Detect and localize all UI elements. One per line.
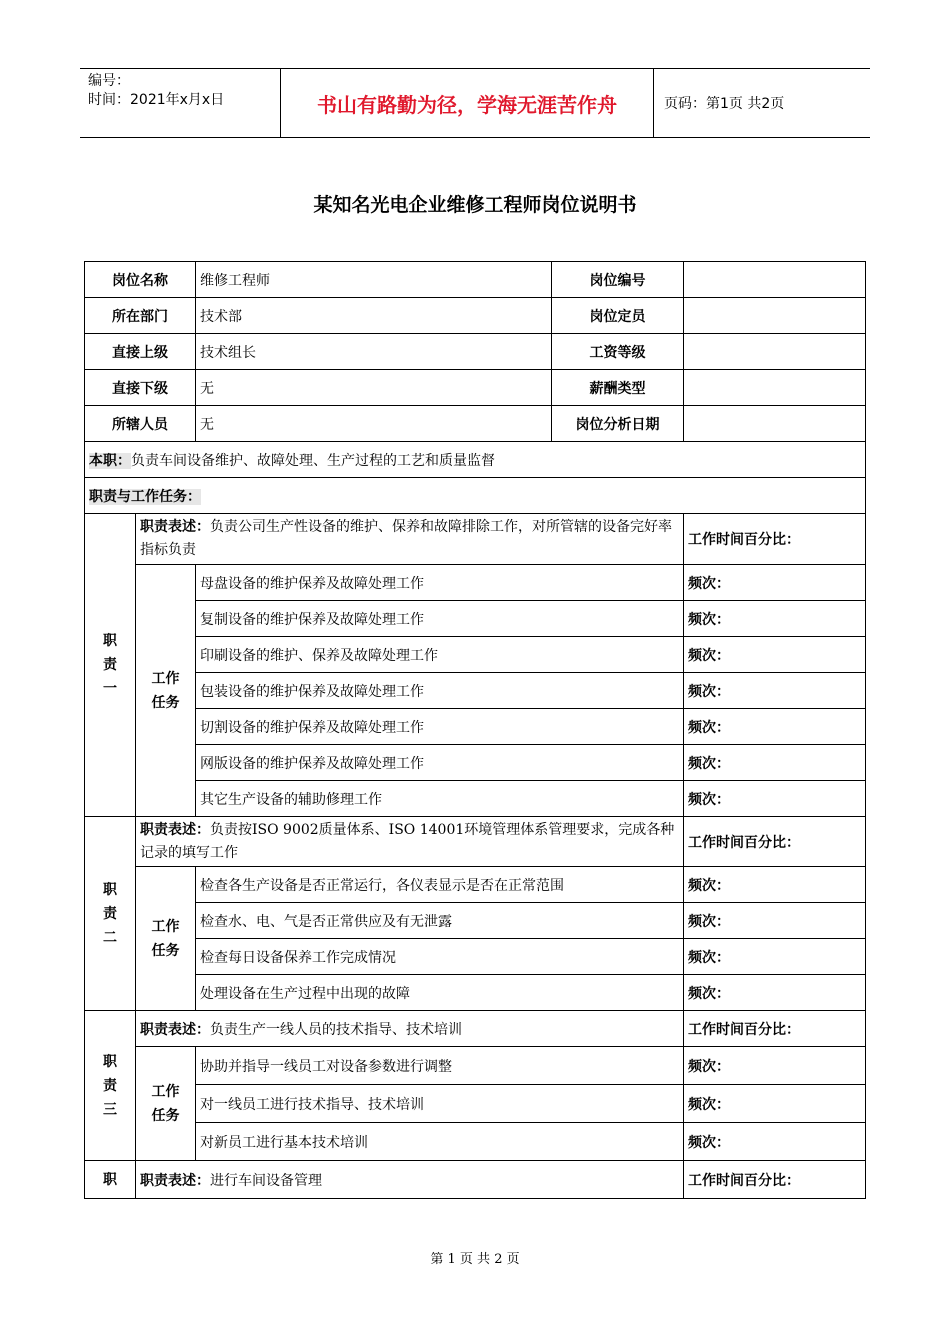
task-row [85,939,866,975]
percent-label: 工作时间百分比： [684,1161,866,1199]
info-label: 岗位编号 [552,262,684,298]
header-left [80,69,280,137]
task-item: 协助并指导一线员工对设备参数进行调整 [196,1047,684,1085]
task-row [85,745,866,781]
task-row [85,975,866,1011]
info-row [85,298,866,334]
info-label: 岗位分析日期 [552,406,684,442]
tasks-header-row [85,478,866,514]
frequency-label: 频次： [684,975,866,1011]
info-row [85,406,866,442]
info-value: 无 [196,370,552,406]
duty-statement-row [85,817,866,867]
main-duty-row [85,442,866,478]
page-title: 某知名光电企业维修工程师岗位说明书 [313,194,637,216]
task-label: 工作 任务 [136,867,196,1011]
info-label: 岗位定员 [552,298,684,334]
task-row [85,903,866,939]
main-duty-label: 本职： [89,452,131,469]
duty-statement: 职责表述：负责公司生产性设备的维护、保养和故障排除工作，对所管辖的设备完好率指标负责 [136,514,684,565]
task-label: 工作 任务 [136,565,196,817]
info-label: 岗位名称 [85,262,196,298]
info-row [85,262,866,298]
info-row [85,370,866,406]
task-row [85,1085,866,1123]
task-item: 对一线员工进行技术指导、技术培训 [196,1085,684,1123]
task-row [85,601,866,637]
frequency-label: 频次： [684,1085,866,1123]
info-label: 直接下级 [85,370,196,406]
task-row [85,673,866,709]
info-value: 无 [196,406,552,442]
info-value [684,298,866,334]
frequency-label: 频次： [684,565,866,601]
info-value [684,406,866,442]
duty-label: 职 责 三 [85,1011,136,1161]
info-label: 所辖人员 [85,406,196,442]
duty-statement: 职责表述：负责生产一线人员的技术指导、技术培训 [136,1011,684,1047]
frequency-label: 频次： [684,781,866,817]
task-item: 检查各生产设备是否正常运行，各仪表显示是否在正常范围 [196,867,684,903]
main-duty-cell [85,442,866,478]
task-item: 检查每日设备保养工作完成情况 [196,939,684,975]
task-row [85,709,866,745]
percent-label: 工作时间百分比： [684,514,866,565]
duty-statement-row [85,1161,866,1199]
percent-label: 工作时间百分比： [684,817,866,867]
frequency-label: 频次： [684,745,866,781]
tasks-header-cell [85,478,866,514]
page-footer: 第 1 页 共 2 页 [430,1252,520,1267]
motto: 书山有路勤为径，学海无涯苦作舟 [280,69,654,137]
task-item: 切割设备的维护保养及故障处理工作 [196,709,684,745]
duty-statement-row [85,1011,866,1047]
info-label: 工资等级 [552,334,684,370]
task-item: 处理设备在生产过程中出现的故障 [196,975,684,1011]
info-label: 薪酬类型 [552,370,684,406]
duty-statement-row [85,514,866,565]
frequency-label: 频次： [684,637,866,673]
frequency-label: 频次： [684,673,866,709]
duty-label: 职 责 二 [85,817,136,1011]
info-value: 维修工程师 [196,262,552,298]
task-row [85,1123,866,1161]
main-duty-text: 负责车间设备维护、故障处理、生产过程的工艺和质量监督 [131,452,495,469]
info-value [684,262,866,298]
info-label: 直接上级 [85,334,196,370]
task-item: 复制设备的维护保养及故障处理工作 [196,601,684,637]
page-label: 页码：第1页 共2页 [664,96,785,112]
task-row [85,867,866,903]
duty-label: 职 责 一 [85,514,136,817]
job-description-table [84,261,866,1199]
frequency-label: 频次： [684,867,866,903]
percent-label: 工作时间百分比： [684,1011,866,1047]
task-item: 包装设备的维护保养及故障处理工作 [196,673,684,709]
info-value: 技术部 [196,298,552,334]
task-row [85,637,866,673]
frequency-label: 频次： [684,903,866,939]
frequency-label: 频次： [684,1123,866,1161]
task-item: 对新员工进行基本技术培训 [196,1123,684,1161]
duty-statement: 职责表述：负责按ISO 9002质量体系、ISO 14001环境管理体系管理要求，完成各种记录的填写工作 [136,817,684,867]
task-item: 网版设备的维护保养及故障处理工作 [196,745,684,781]
info-label: 所在部门 [85,298,196,334]
frequency-label: 频次： [684,709,866,745]
info-value [684,334,866,370]
time-label: 时间：2021年x月x日 [88,92,225,108]
frequency-label: 频次： [684,601,866,637]
number-label: 编号： [88,73,130,89]
info-row [85,334,866,370]
duty-label: 职 [85,1161,136,1199]
task-row [85,565,866,601]
task-row [85,781,866,817]
task-item: 母盘设备的维护保养及故障处理工作 [196,565,684,601]
task-row [85,1047,866,1085]
duty-statement: 职责表述：进行车间设备管理 [136,1161,684,1199]
page-header [80,68,870,138]
info-value: 技术组长 [196,334,552,370]
frequency-label: 频次： [684,939,866,975]
task-item: 其它生产设备的辅助修理工作 [196,781,684,817]
task-label: 工作 任务 [136,1047,196,1161]
task-item: 印刷设备的维护、保养及故障处理工作 [196,637,684,673]
task-item: 检查水、电、气是否正常供应及有无泄露 [196,903,684,939]
info-value [684,370,866,406]
frequency-label: 频次： [684,1047,866,1085]
tasks-header: 职责与工作任务： [89,488,201,505]
